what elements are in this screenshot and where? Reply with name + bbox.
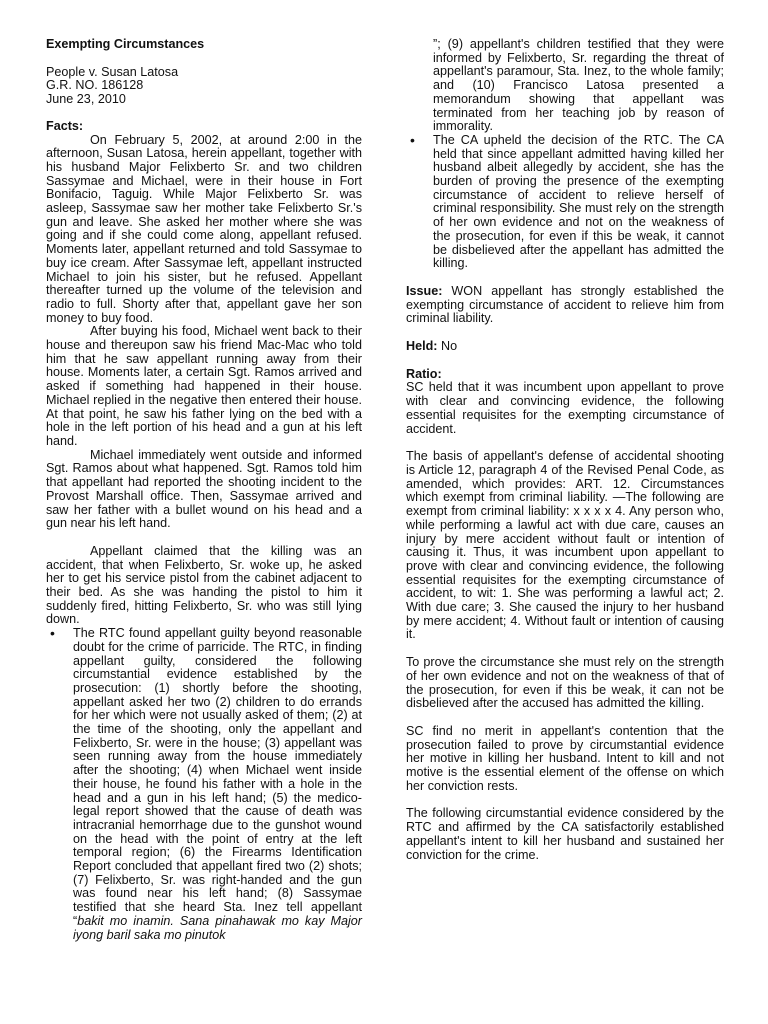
quoted-statement: bakit mo inamin. Sana pinahawak mo kay Major iyong baril saka mo pinutok	[73, 913, 362, 942]
left-column	[46, 38, 362, 942]
facts-paragraph: After buying his food, Michael went back to their house and thereupon saw his friend Mac-Mac who told him that he saw appellant running away from their house. Moments later, a certain Sgt. Ramos arrived and asked if something had happened in their house. Michael replied in the negative then entered their house. At that point, he saw his father lying on the bed with a hole in the left portion of his head and a gun at his left hand.	[46, 324, 362, 448]
issue-paragraph	[406, 285, 724, 326]
facts-heading: Facts:	[46, 118, 84, 133]
rtc-ruling-continued: ”; (9) appellant's children testified that they were informed by Felixberto, Sr. regarding the threat of appellant's paramour, Sta. Inez, to the whole family; and (10) Francisco Latosa presented a memorandum showing that appellant was terminated from her teaching job by reason of immorality.	[433, 37, 724, 134]
facts-paragraph: On February 5, 2002, at around 2:00 in the afternoon, Susan Latosa, herein appellant, together with his husband Major Felixberto Sr. and two children Sassymae and Michael, were in their house in Fort Bonifacio, Taguig. While Major Felixberto Sr. was asleep, Sassymae saw her mother take Felixberto Sr.'s gun and leave. She asked her mother where she was going and if she could come along, appellant refused. Moments later, appellant returned and told Sassymae to buy ice cream. After Sassymae left, appellant instructed Michael to join his sister, but he refused. Appellant thereafter turned up the volume of the television and radio to full. Shorty after that, appellant gave her son money to buy food.	[46, 132, 362, 325]
case-date: June 23, 2010	[46, 92, 126, 107]
case-name: People v. Susan Latosa	[46, 64, 179, 79]
doc-title: Exempting Circumstances	[46, 37, 205, 51]
gr-number: G.R. NO. 186128	[46, 78, 144, 93]
issue-text: WON appellant has strongly established the exempting circumstance of accident to relieve him from criminal liability.	[406, 283, 724, 326]
ratio-paragraph: SC find no merit in appellant's contention that the prosecution failed to prove by circumstantial evidence her motive in killing her husband. Intent to kill and not motive is the essential element of the offense on which her conviction rests.	[406, 723, 724, 793]
held-paragraph	[406, 340, 724, 354]
right-column	[406, 38, 724, 862]
ca-ruling-text: The CA upheld the decision of the RTC. The CA held that since appellant admitted having killed her husband albeit allegedly by accident, she has the burden of proving the presence of the exempting circumstance of accident to relieve herself of criminal responsibility. She must rely on the strength of her own evidence and not on the weakness of the prosecution, for even if this be weak, it cannot be disbelieved after the appellant has admitted the killing.	[433, 132, 724, 271]
list-item	[406, 134, 724, 271]
ratio-paragraph: To prove the circumstance she must rely on the strength of her own evidence and not on the weakness of that of the prosecution, for even if this be weak, it can not be disbelieved after the accused has admitted the killing.	[406, 655, 724, 711]
issue-label: Issue:	[406, 283, 443, 298]
held-label: Held:	[406, 339, 438, 354]
ratio-paragraph: The following circumstantial evidence considered by the RTC and affirmed by the CA satisfactorily established appellant's intent to kill her husband and sustained her conviction for the crime.	[406, 806, 724, 862]
ratio-paragraph: SC held that it was incumbent upon appellant to prove with clear and convincing evidence, the following essential requisites for the exempting circumstance of accident.	[406, 380, 724, 436]
facts-paragraph: Michael immediately went outside and informed Sgt. Ramos about what happened. Sgt. Ramos told him that appellant had reported the shooting incident to the Provost Marshall office. Then, Sassymae arrived and saw her father with a bullet wound on his head and a gun near his left hand.	[46, 447, 362, 531]
rulings-list	[46, 627, 362, 942]
case-meta	[46, 66, 362, 107]
ratio-paragraph: The basis of appellant's defense of accidental shooting is Article 12, paragraph 4 of the Revised Penal Code, as amended, which provides: ART. 12. Circumstances which exempt from criminal liability. —The following are exempt from criminal liability: x x x x 4. Any person who, while performing a lawful act with due care, causes an injury by mere accident without fault or intention of causing it. Thus, it was incumbent upon appellant to prove with clear and convincing evidence, the following essential requisites for the exempting circumstance of accident, to wit: 1. She was performing a lawful act; 2. With due care; 3. She caused the injury to her husband by mere accident; 4. Without fault or intention of causing it.	[406, 449, 724, 642]
ratio-heading: Ratio:	[406, 366, 442, 381]
rulings-list	[406, 134, 724, 271]
rtc-ruling-text: The RTC found appellant guilty beyond reasonable doubt for the crime of parricide. The RTC, in finding appellant guilty, considered the following circumstantial evidence established by the prosecution: (1) shortly before the shooting, appellant asked her two (2) children to do errands for her which were not usually asked of them; (2) at the time of the shooting, only the appellant and Felixberto, Sr. were in the house; (3) appellant was seen running away from the house immediately after the shooting; (4) when Michael went inside their house, he found his father with a hole in the head and a gun in his left hand; (5) the medico-legal report showed that the cause of death was intracranial hemorrhage due to the gunshot wound on the head with the point of entry at the left temporal region; (6) the Firearms Identification Report concluded that appellant fired two (2) shots; (7) Felixberto, Sr. was right-handed and the gun was found near his left hand; (8) Sassymae testified that she heard Sta. Inez tell appellant “	[73, 626, 362, 928]
facts-paragraph: Appellant claimed that the killing was an accident, that when Felixberto, Sr. woke up, he asked her to get his service pistol from the cabinet adjacent to their bed. As she was handing the pistol to him it suddenly fired, hitting Felixberto, Sr. who was still lying down.	[46, 543, 362, 627]
held-text: No	[437, 339, 458, 354]
list-item	[46, 627, 362, 942]
